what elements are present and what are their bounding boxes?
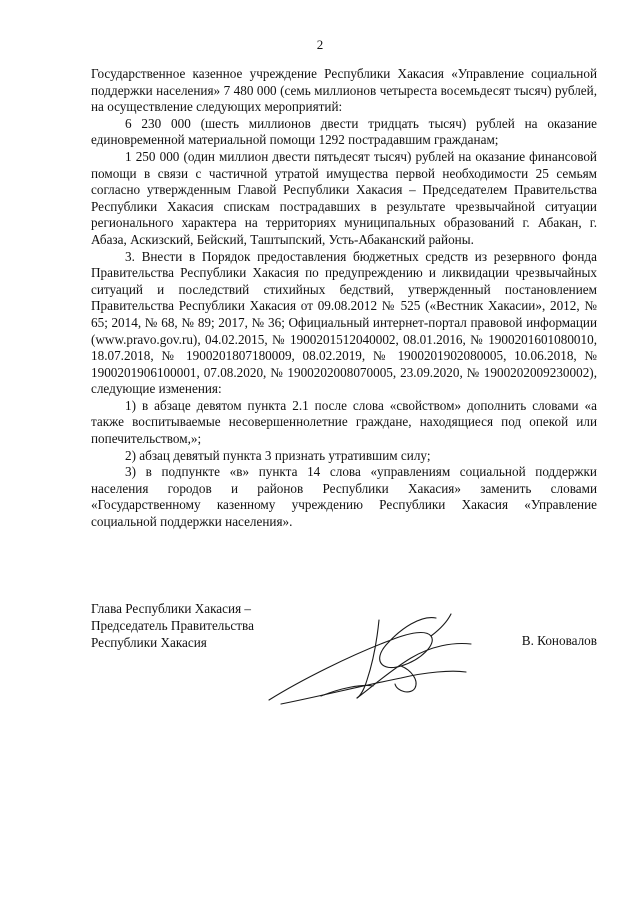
signature-block [91, 600, 597, 720]
signer-title-line-3: Республики Хакасия [91, 635, 207, 650]
document-body [91, 66, 597, 531]
paragraph-item-3: 3. Внести в Порядок предоставления бюджетных средств из резервного фонда Правительства Республики Хакасия по предупреждению и ликвидации чрезвычайных ситуаций и последствий стихийных бедствий, утвержденный постановлением Правительства Республики Хакасия от 09.08.2012 № 525 («Вестник Хакасии», 2012, № 65; 2014, № 68, № 89; 2017, № 36; Официальный интернет-портал правовой информации (www.pravo.gov.ru), 04.02.2015, № 1900201512040002, 08.01.2016, № 1900201601080010, 18.07.2018, № 1900201807180009, 08.02.2019, № 1900201902080005, 10.06.2018, № 1900201906100001, 07.08.2020, № 1900202008070005, 23.09.2020, № 1900202009230002), следующие изменения: [91, 248, 597, 397]
handwritten-signature [261, 600, 511, 715]
paragraph-amount-1: 6 230 000 (шесть миллионов двести тридцать тысяч) рублей на оказание единовременной материальной помощи 1292 пострадавшим гражданам; [91, 115, 597, 148]
page-number: 2 [316, 37, 324, 52]
paragraph-change-2: 2) абзац девятый пункта 3 признать утратившим силу; [125, 447, 431, 463]
signer-name: В. Коновалов [521, 633, 597, 648]
signer-title-line-1: Глава Республики Хакасия – [91, 601, 252, 616]
paragraph-change-3: 3) в подпункте «в» пункта 14 слова «управлениям социальной поддержки населения городов и районов Республики Хакасия» заменить словами «Государственному казенному учреждению Республики Хакасия «Управление социальной поддержки населения». [91, 464, 597, 530]
paragraph-intro: Государственное казенное учреждение Республики Хакасия «Управление социальной поддержки населения» 7 480 000 (семь миллионов четыреста восемьдесят тысяч) рублей, на осуществление следующих мероприятий: [91, 66, 597, 115]
paragraph-change-1: 1) в абзаце девятом пункта 2.1 после слова «свойством» дополнить словами «а также воспитываемые несовершеннолетние граждане, находящиеся под опекой или попечительством,»; [91, 397, 597, 447]
paragraph-amount-2: 1 250 000 (один миллион двести пятьдесят тысяч) рублей на оказание финансовой помощи в связи с частичной утратой имущества первой необходимости 25 семьям согласно утвержденным Главой Республики Хакасия – Председателем Правительства Республики Хакасия спискам пострадавших в результате чрезвычайной ситуации регионального характера на территориях муниципальных образований г. Абакан, г. Абаза, Аскизский, Бейский, Таштыпский, Усть-Абаканский районы. [91, 148, 597, 247]
signer-title [91, 600, 254, 651]
signer-title-line-2: Председатель Правительства [91, 618, 254, 633]
